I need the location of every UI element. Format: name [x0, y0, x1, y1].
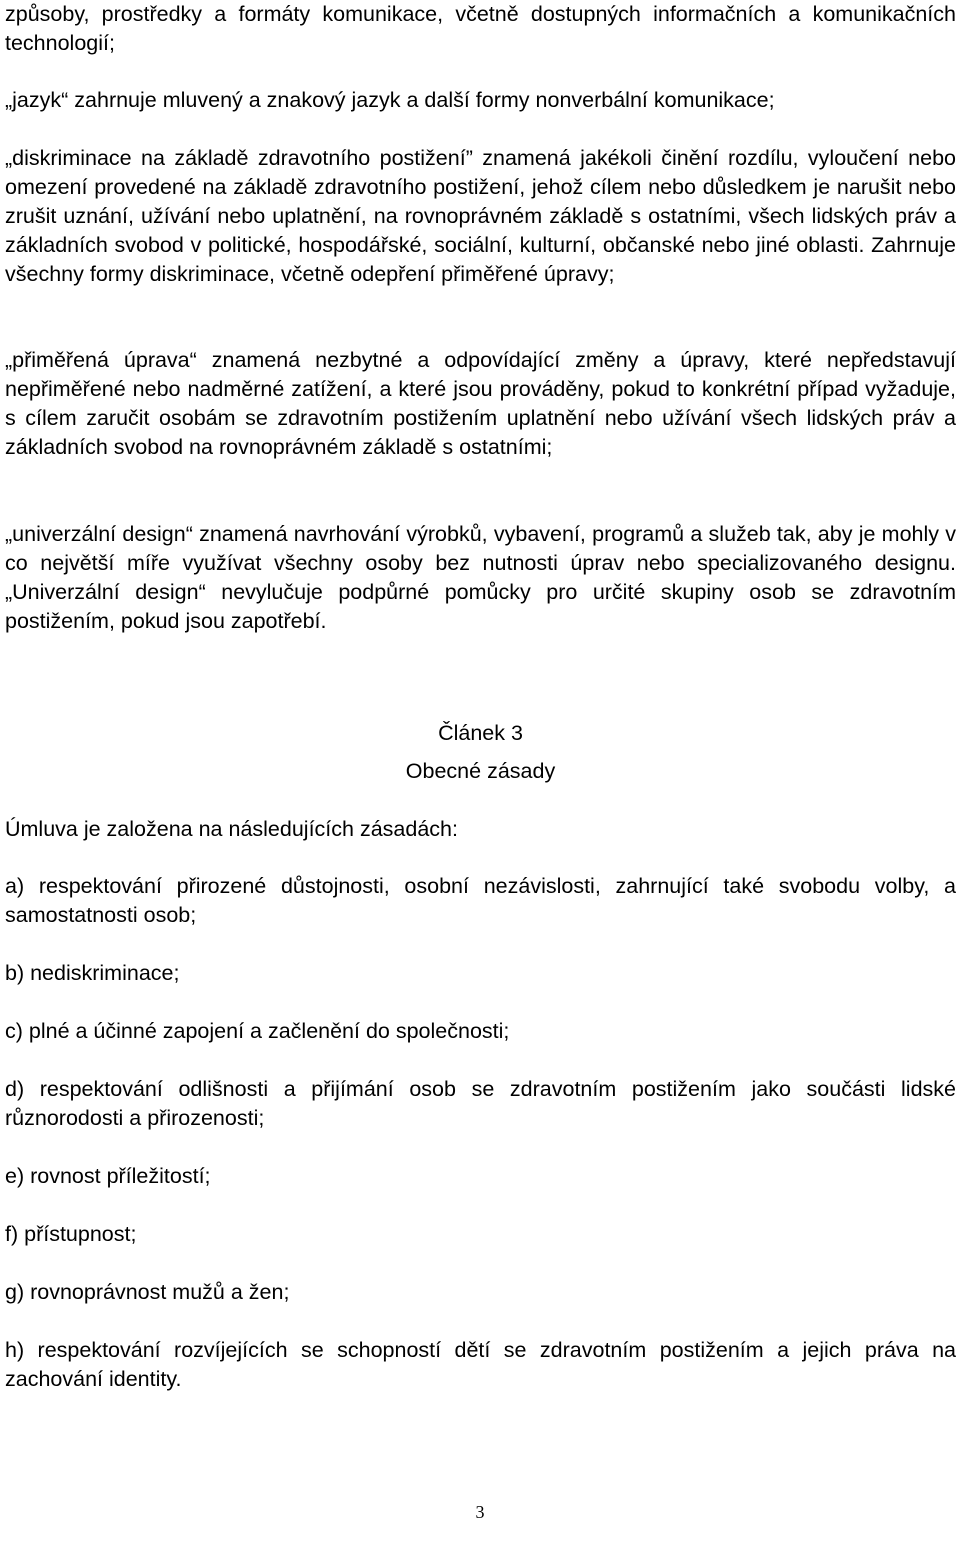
document-page: [5, 0, 956, 1541]
discrimination-definition-main: „diskriminace na základě zdravotního postižení” znamená jakékoli činění rozdílu, vyloučení nebo omezení provedené na základě zdravotního postižení, jehož cílem nebo důsledkem je narušit nebo zrušit uznání, užívání nebo uplatnění, na rovnoprávném základě s ostatními, všech lidských práv a základních svobod v politické, hospodářské, sociální, kulturní, občanské nebo jiné oblasti.: [5, 146, 956, 258]
page-number: 3: [475, 1502, 485, 1522]
principle-g: g) rovnoprávnost mužů a žen;: [5, 1280, 290, 1304]
paragraph-language-definition: „jazyk“ zahrnuje mluvený a znakový jazyk a další formy nonverbální komunikace;: [5, 88, 775, 112]
article-intro: Úmluva je založena na následujících zásadách:: [5, 817, 458, 841]
article-number: Článek 3: [438, 721, 523, 745]
paragraph-reasonable-accommodation-definition: „přiměřená úprava“ znamená nezbytné a odpovídající změny a úpravy, které nepředstavují nepřiměřené nebo nadměrné zatížení, a které jsou prováděny, pokud to konkrétní případ vyžaduje, s cílem zaručit osobám se zdravotním postižením uplatnění nebo užívání všech lidských práv a základních svobod na rovnoprávném základě s ostatními;: [5, 348, 956, 460]
article-title: Obecné zásady: [405, 759, 556, 783]
principle-c: c) plné a účinné zapojení a začlenění do společnosti;: [5, 1019, 510, 1043]
discrimination-definition-extension: Zahrnuje všechny formy diskriminace, včetně odepření přiměřené úpravy;: [5, 233, 956, 287]
principle-a: a) respektování přirozené důstojnosti, osobní nezávislosti, zahrnující také svobodu volby, a samostatnosti osob;: [5, 874, 956, 928]
principle-b: b) nediskriminace;: [5, 961, 180, 985]
paragraph-universal-design-definition: „univerzální design“ znamená navrhování výrobků, vybavení, programů a služeb tak, aby je mohly v co největší míře využívat všechny osoby bez nutnosti úprav nebo specializovaného designu. „Univerzální design“ nevylučuje podpůrné pomůcky pro určité skupiny osob se zdravotním postižením, pokud jsou zapotřebí.: [5, 522, 956, 634]
principle-d: d) respektování odlišnosti a přijímání osob se zdravotním postižením jako součásti lidské různorodosti a přirozenosti;: [5, 1077, 956, 1131]
principle-f: f) přístupnost;: [5, 1222, 137, 1246]
paragraph-communication-definition-tail: způsoby, prostředky a formáty komunikace, včetně dostupných informačních a komunikačních technologií;: [5, 2, 956, 56]
paragraph-discrimination-definition: [5, 144, 956, 289]
principle-e: e) rovnost příležitostí;: [5, 1164, 211, 1188]
principle-h: h) respektování rozvíjejících se schopností dětí se zdravotním postižením a jejich práva na zachování identity.: [5, 1338, 956, 1392]
